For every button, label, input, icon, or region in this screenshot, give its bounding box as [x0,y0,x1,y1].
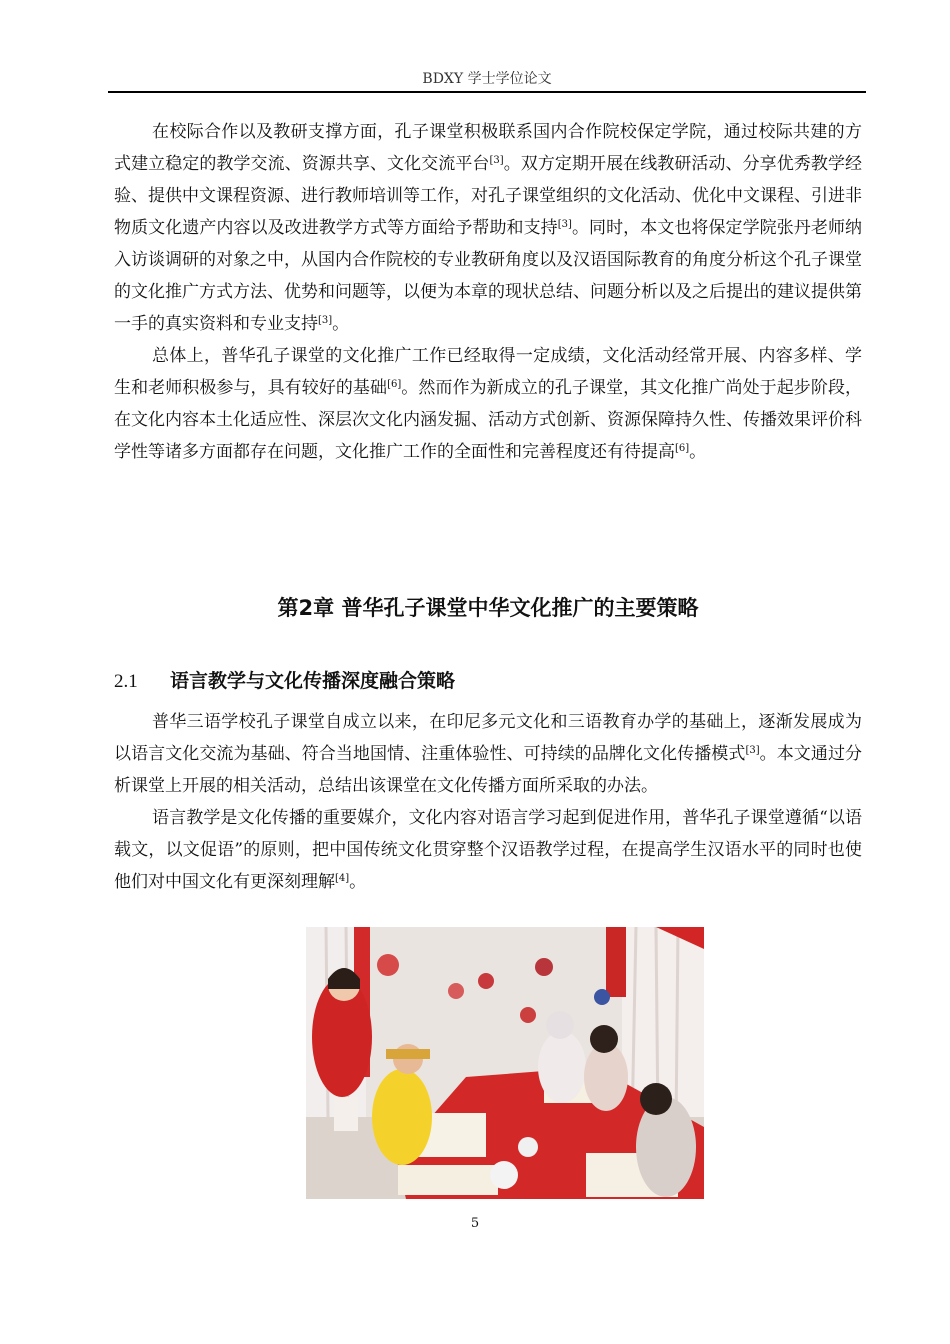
header-rule [108,91,866,93]
citation: [3] [489,155,504,166]
section-number: 2.1 [114,671,138,692]
citation: [4] [335,873,350,884]
section-heading [114,666,455,693]
paragraph-intro: 普华三语学校孔子课堂自成立以来，在印尼多元文化和三语教育办学的基础上，逐渐发展成为以语言文化交流为基础、符合当地国情、注重体验性、可持续的品牌化文化传播模式[3]。本文通过分析课堂上开展的相关活动，总结出该课堂在文化传播方面所采取的办法。 [114,712,863,796]
running-header: BDXY 学士学位论文 [422,71,552,87]
paragraph-summary: 总体上，普华孔子课堂的文化推广工作已经取得一定成绩，文化活动经常开展、内容多样、学生和老师积极参与，具有较好的基础[6]。然而作为新成立的孔子课堂，其文化推广尚处于起步阶段，在文化内容本土化适应性、深层次文化内涵发掘、活动方式创新、资源保障持久性、传播效果评价科学性等诸多方面都存在问题，文化推广工作的全面性和完善程度还有待提高[6]。 [114,346,863,462]
body-block-2 [114,706,862,898]
citation: [3] [318,315,333,326]
body-block-1 [114,116,862,468]
citation: [6] [675,443,690,454]
paragraph-cooperation: 在校际合作以及教研支撑方面，孔子课堂积极联系国内合作院校保定学院，通过校际共建的方式建立稳定的教学交流、资源共享、文化交流平台[3]。双方定期开展在线教研活动、分享优秀教学经验、提供中文课程资源、进行教师培训等工作，对孔子课堂组织的文化活动、优化中文课程、引进非物质文化遗产内容以及改进教学方式等方面给予帮助和支持[3]。同时，本文也将保定学院张丹老师纳入访谈调研的对象之中，从国内合作院校的专业教研角度以及汉语国际教育的角度分析这个孔子课堂的文化推广方式方法、优势和问题等，以便为本章的现状总结、问题分析以及之后提出的建议提供第一手的真实资料和专业支持[3]。 [114,122,863,334]
citation: [3] [557,219,572,230]
chapter-title: 第2章 普华孔子课堂中华文化推广的主要策略 [277,596,699,620]
paragraph-language-culture: 语言教学是文化传播的重要媒介，文化内容对语言学习起到促进作用，普华孔子课堂遵循“以语载文，以文促语”的原则，把中国传统文化贯穿整个汉语教学过程，在提高学生汉语水平的同时也使他们对中国文化有更深刻理解[4]。 [114,808,862,892]
classroom-photo [306,927,704,1199]
calligraphy-class-illustration [306,927,704,1199]
section-title: 语言教学与文化传播深度融合策略 [170,670,456,692]
page-number: 5 [470,1216,480,1231]
citation: [3] [745,745,760,756]
citation: [6] [387,379,402,390]
